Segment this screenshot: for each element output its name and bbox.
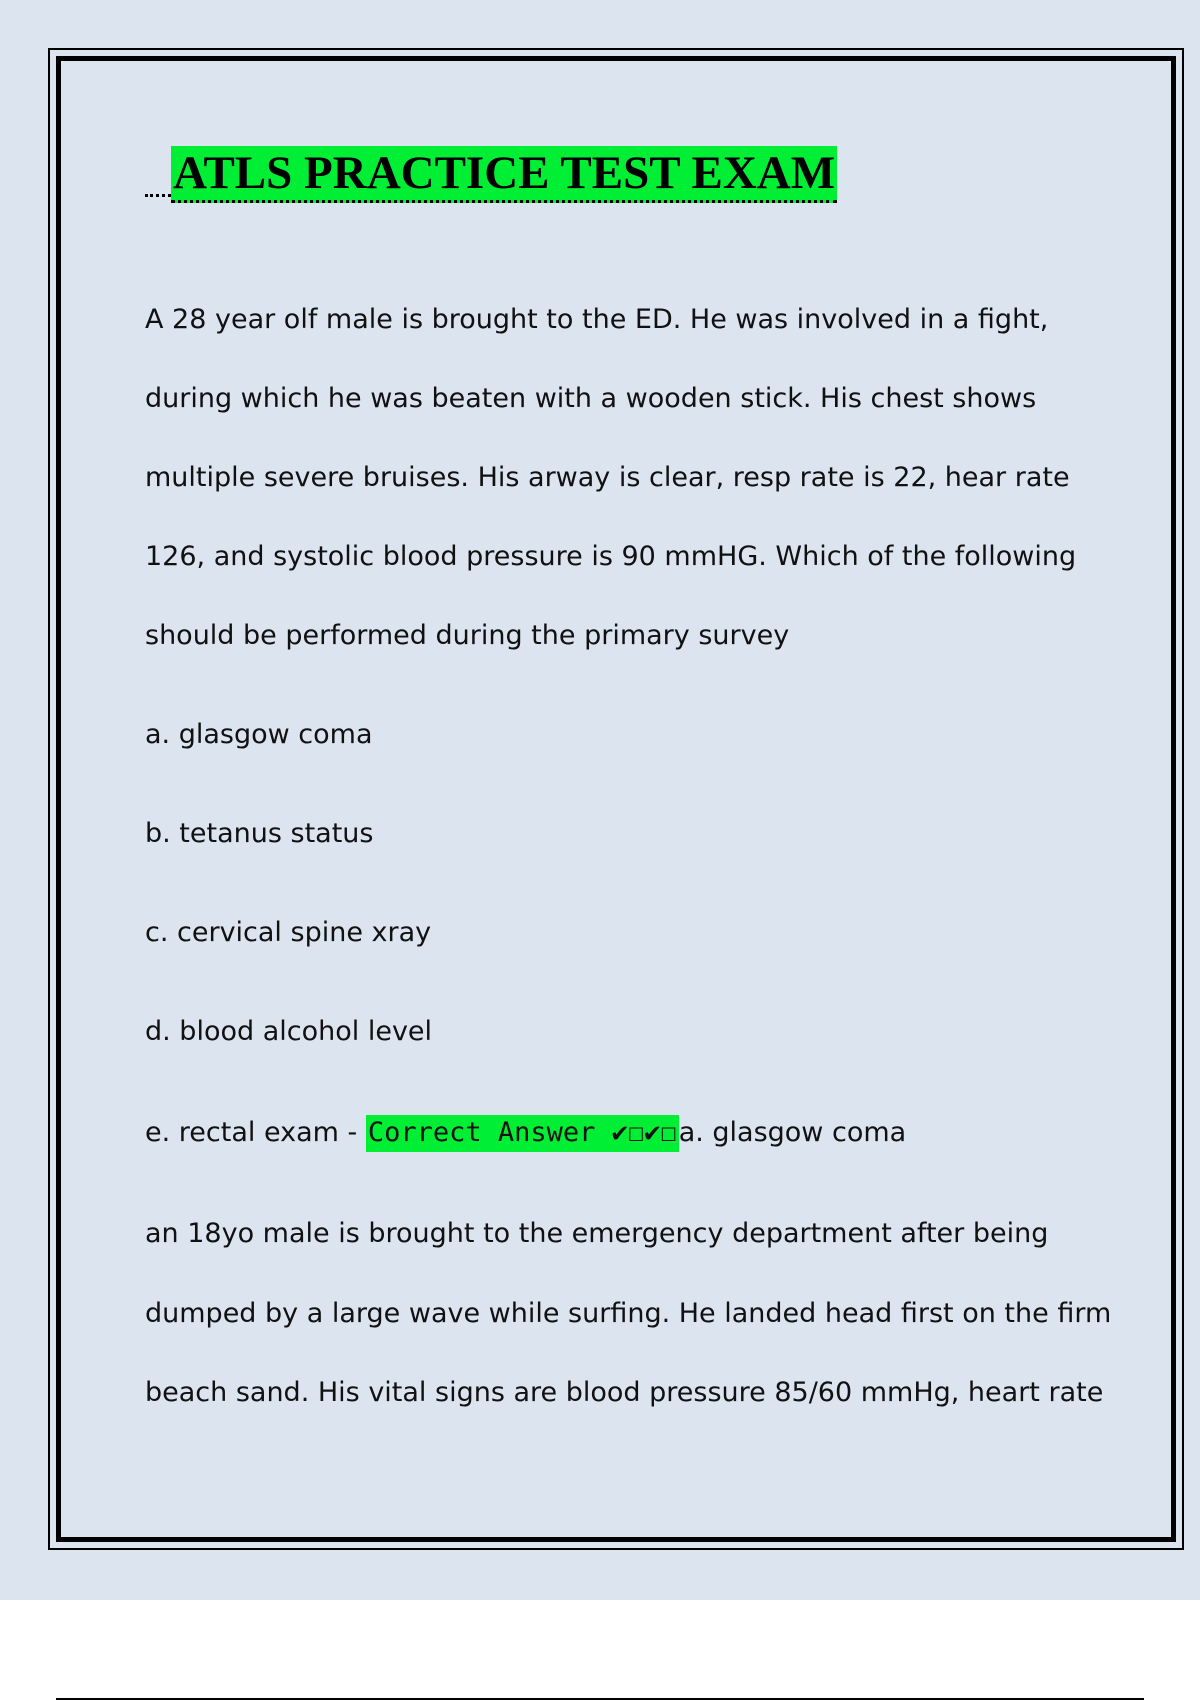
question2-line-1: an 18yo male is brought to the emergency department after being: [145, 1218, 1049, 1249]
correct-answer-label: Correct Answer ✔☐✔☐: [366, 1115, 679, 1152]
title-leader-dots: [145, 194, 171, 197]
question1-line-3: multiple severe bruises. His arway is clear, resp rate is 22, hear rate: [145, 462, 1070, 493]
title-container: [145, 146, 837, 203]
question1-line-2: during which he was beaten with a wooden stick. His chest shows: [145, 383, 1037, 414]
question1-line-4: 126, and systolic blood pressure is 90 mmHG. Which of the following: [145, 541, 1077, 572]
option-e-answer-line: [145, 1115, 906, 1151]
option-b: b. tetanus status: [145, 818, 374, 849]
option-a: a. glasgow coma: [145, 719, 373, 750]
question1-line-5: should be performed during the primary survey: [145, 620, 790, 651]
page-title: ATLS PRACTICE TEST EXAM: [171, 146, 837, 203]
option-d: d. blood alcohol level: [145, 1016, 433, 1047]
option-e: e. rectal exam -: [145, 1117, 366, 1148]
correct-answer-text: a. glasgow coma: [678, 1117, 907, 1148]
option-c: c. cervical spine xray: [145, 917, 432, 948]
question2-line-2: dumped by a large wave while surfing. He landed head first on the firm: [145, 1298, 1112, 1329]
question2-line-3: beach sand. His vital signs are blood pressure 85/60 mmHg, heart rate: [145, 1377, 1104, 1408]
question1-line-1: A 28 year olf male is brought to the ED. He was involved in a fight,: [145, 304, 1049, 335]
